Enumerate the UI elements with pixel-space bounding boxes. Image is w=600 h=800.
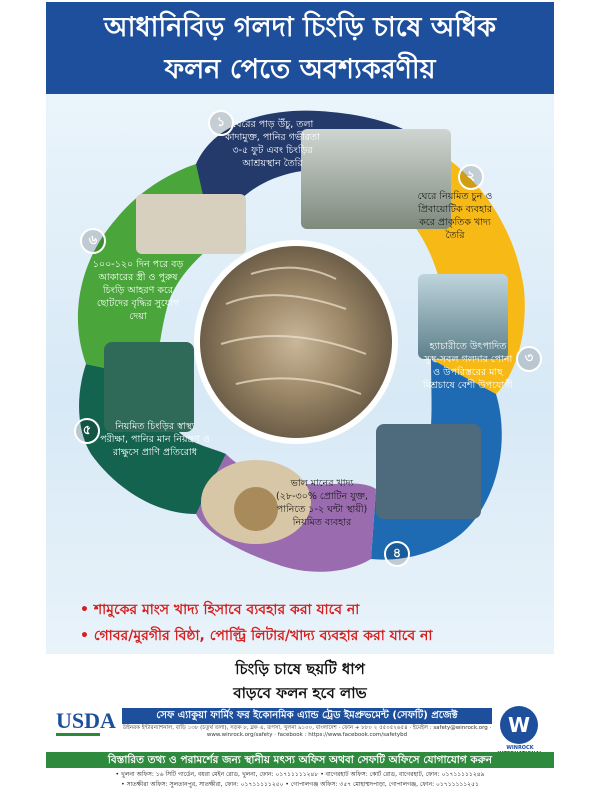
title-banner — [46, 2, 554, 94]
warning-bullet-1: • শামুকের মাংস খাদ্য হিসাবে ব্যবহার করা যাবে না — [80, 602, 360, 618]
step-5-number: ৫ — [74, 418, 100, 444]
tagline-band — [46, 654, 554, 706]
office-contacts-line-1: • খুলনা অফিস: ১৬ সিটি গার্ডেন, বয়রা মেইন রোড, খুলনা, ফোন: ০১৭১১১১১২৪৮ • বাগেরহাট অফিস: কোর্ট রোড, বাগেরহাট, ফোন: ০১৭১১১১১২৪৯ — [115, 771, 485, 778]
project-name-banner: সেফ এ্যাকুয়া ফার্মিং ফর ইকোনমিক এ্যান্ড ট্রেড ইমপ্রুভমেন্ট (সেফটি) প্রজেক্ট — [122, 708, 492, 724]
step-2-number: ২ — [458, 164, 484, 190]
title-line-2: ফলন পেতে অবশ্যকরণীয় — [164, 54, 436, 85]
project-address: উইনরক ইন্টারন্যাশনাল, বাড়ি ১৩৮ (চতুর্থ তলা), সড়ক ৮, ব্লক এ, রূপসা, খুলনা ৯১০০, বাংলাদেশ · ফোন + ৮৮০ ২ ৫৫০৫২৬৫৪ · ইমেইল : safety@winrock.org · www.winrock.org/safety · facebook : https://www.facebook.com/safetybd — [122, 725, 492, 738]
office-contacts — [46, 770, 554, 798]
step-6-text: ১০০-১২০ দিন পরে বড় আকারের স্ত্রী ও পুরুষ চিংড়ি আহরণ করে ছোটদের বৃদ্ধির সুযোগ দেয়া — [92, 259, 184, 322]
warning-2-text: গোবর/মুরগীর বিষ্ঠা, পোল্ট্রি লিটার/খাদ্য ব্যবহার করা যাবে না — [93, 628, 433, 644]
step-3-text: হ্যাচারীতে উৎপাদিত সুস্থ-সবল গলদার পোনা ও উপরিস্তরের মাছ মিশ্রচাষে বেশী উপযোগী — [422, 341, 514, 391]
step-1-text: ঘেরের পাড় উঁচু, তলা কাদামুক্ত, পানির গভীরতা ৩-৫ ফুট এবং চিংড়ির আশ্রয়স্থান তৈরি — [225, 119, 320, 169]
step-2-text: ঘেরে নিয়মিত চুন ও প্রিবায়োটিক ব্যবহার করে প্রাকৃতিক খাদ্য তৈরি — [417, 191, 493, 241]
step-4-number: ৪ — [384, 541, 410, 567]
step-6-number: ৬ — [80, 228, 106, 254]
step-1-number: ১ — [208, 110, 234, 136]
title-line-1: আধানিবিড় গলদা চিংড়ি চাষে অধিক — [104, 12, 496, 43]
step-5-text: নিয়মিত চিংড়ির স্বাস্থ্য পরীক্ষা, পানির মান নিয়ন্ত্রণ ও রাক্ষুসে প্রাণি প্রতিরোধ — [100, 421, 210, 458]
tagline-line-2: বাড়বে ফলন হবে লাভ — [233, 684, 367, 702]
shrimp-health-check-photo — [104, 342, 194, 432]
usda-logo-swoosh — [56, 733, 100, 736]
step-4-text: ভাল মানের খাদ্য (২৮-৩০% প্রোটিন যুক্ত, পানিতে ১-২ ঘন্টা স্থায়ী) নিয়মিত ব্যবহার — [276, 478, 368, 528]
usda-logo: USDA — [56, 708, 116, 733]
warning-1-text: শামুকের মাংস খাদ্য হিসাবে ব্যবহার করা যাবে না — [93, 602, 360, 618]
contact-advice-bar: বিস্তারিত তথ্য ও পরামর্শের জন্য স্থানীয় মৎস্য অফিস অথবা সেফটি অফিসে যোগাযোগ করুন — [46, 752, 554, 768]
winrock-logo-icon: W — [500, 706, 538, 744]
warning-bullet-2: • গোবর/মুরগীর বিষ্ঠা, পোল্ট্রি লিটার/খাদ্য ব্যবহার করা যাবে না — [80, 628, 433, 644]
harvested-shrimp-photo — [136, 194, 246, 254]
step-3-number: ৩ — [516, 346, 542, 372]
tagline-line-1: চিংড়ি চাষে ছয়টি ধাপ — [235, 660, 365, 678]
fish-catch-photo — [376, 424, 481, 519]
winrock-logo-text: WINROCK — [506, 745, 534, 751]
office-contacts-line-2: • সাতক্ষীরা অফিস: সুলতানপুর, সাতক্ষীরা, ফোন: ০১৭১১১১১২৫০ • গোপালগঞ্জ অফিস: ৩৫৭ মোহাম্মদপাড়া, গোপালগঞ্জ, ফোন: ০১৭১১১১১২৫১ — [121, 781, 479, 788]
